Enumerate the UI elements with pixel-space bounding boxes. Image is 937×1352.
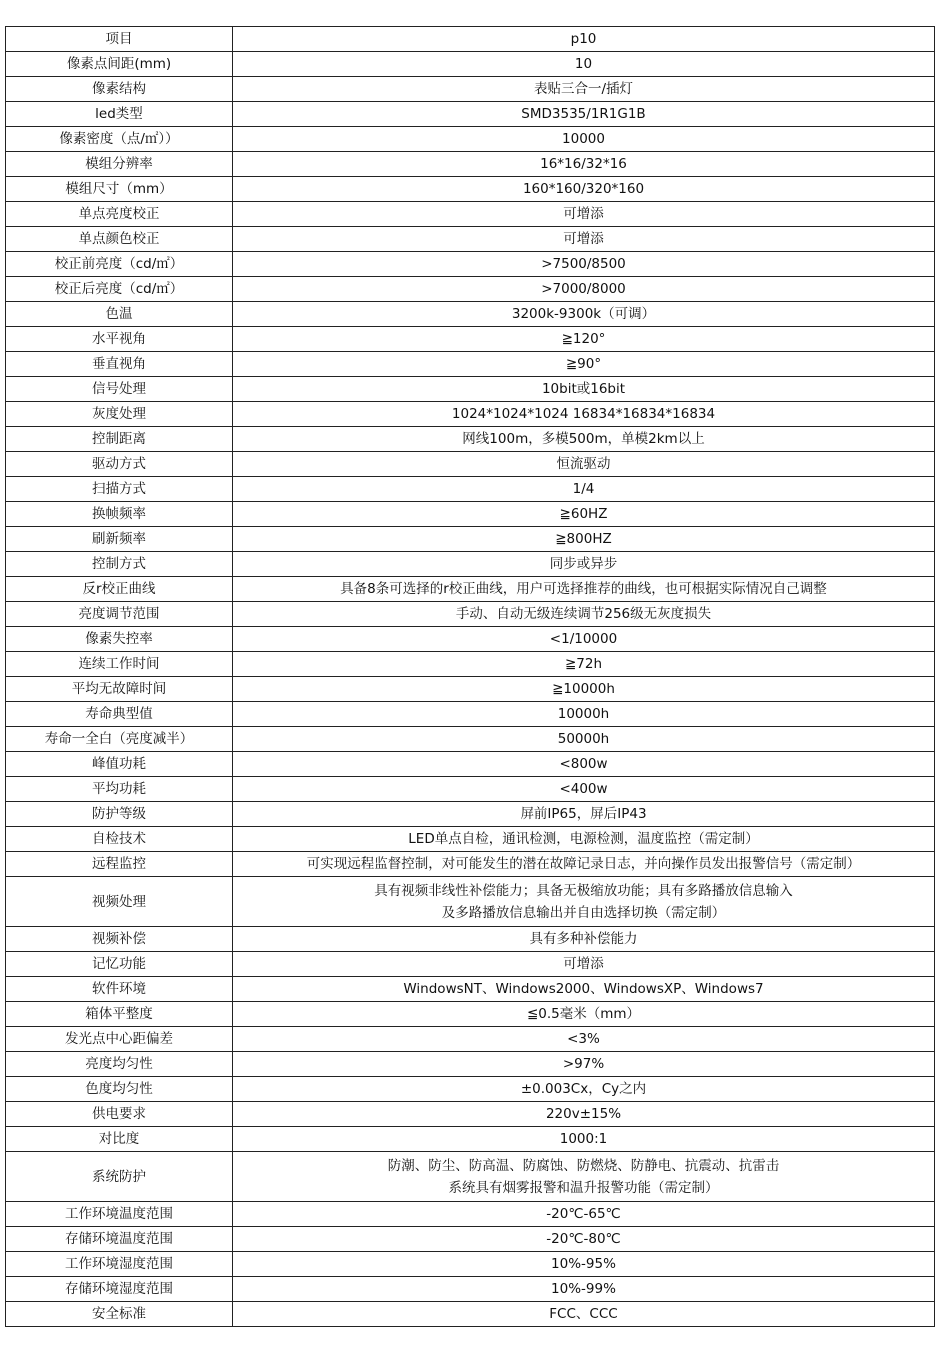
row-label: 自检技术 bbox=[6, 827, 233, 852]
row-label: 视频补偿 bbox=[6, 927, 233, 952]
table-row bbox=[6, 102, 935, 127]
row-value: 160*160/320*160 bbox=[233, 177, 935, 202]
table-row bbox=[6, 202, 935, 227]
row-label: 反r校正曲线 bbox=[6, 577, 233, 602]
row-label: 工作环境温度范围 bbox=[6, 1202, 233, 1227]
row-label: 峰值功耗 bbox=[6, 752, 233, 777]
row-label: 垂直视角 bbox=[6, 352, 233, 377]
row-value: 10 bbox=[233, 52, 935, 77]
row-label: 亮度均匀性 bbox=[6, 1052, 233, 1077]
table-row bbox=[6, 152, 935, 177]
row-label: 连续工作时间 bbox=[6, 652, 233, 677]
table-header-row bbox=[6, 27, 935, 52]
table-row bbox=[6, 252, 935, 277]
row-value: 1024*1024*1024 16834*16834*16834 bbox=[233, 402, 935, 427]
row-label: 水平视角 bbox=[6, 327, 233, 352]
row-label: 存储环境温度范围 bbox=[6, 1227, 233, 1252]
table-row bbox=[6, 627, 935, 652]
row-value-line: 具有视频非线性补偿能力；具备无极缩放功能；具有多路播放信息输入 bbox=[374, 882, 793, 899]
row-value: 220v±15% bbox=[233, 1102, 935, 1127]
row-label: 灰度处理 bbox=[6, 402, 233, 427]
row-value: <3% bbox=[233, 1027, 935, 1052]
table-row bbox=[6, 552, 935, 577]
spec-table-body bbox=[6, 27, 935, 1327]
row-value: 1/4 bbox=[233, 477, 935, 502]
row-value: -20℃-80℃ bbox=[233, 1227, 935, 1252]
row-label: 亮度调节范围 bbox=[6, 602, 233, 627]
row-value: ≧60HZ bbox=[233, 502, 935, 527]
row-value-line: 系统具有烟雾报警和温升报警功能（需定制） bbox=[448, 1179, 719, 1196]
row-label: 模组分辨率 bbox=[6, 152, 233, 177]
row-value: 10000h bbox=[233, 702, 935, 727]
table-row bbox=[6, 127, 935, 152]
row-value: LED单点自检，通讯检测，电源检测，温度监控（需定制） bbox=[233, 827, 935, 852]
row-label: 控制方式 bbox=[6, 552, 233, 577]
table-row bbox=[6, 702, 935, 727]
row-label: 寿命典型值 bbox=[6, 702, 233, 727]
row-value: >97% bbox=[233, 1052, 935, 1077]
row-label: 远程监控 bbox=[6, 852, 233, 877]
table-row bbox=[6, 852, 935, 877]
table-row bbox=[6, 377, 935, 402]
table-row bbox=[6, 1102, 935, 1127]
row-label: 发光点中心距偏差 bbox=[6, 1027, 233, 1052]
row-label: 像素失控率 bbox=[6, 627, 233, 652]
row-label: 平均功耗 bbox=[6, 777, 233, 802]
table-row bbox=[6, 952, 935, 977]
table-row bbox=[6, 277, 935, 302]
row-value: 16*16/32*16 bbox=[233, 152, 935, 177]
row-value: ±0.003Cx，Cy之内 bbox=[233, 1077, 935, 1102]
row-label: 供电要求 bbox=[6, 1102, 233, 1127]
spec-table bbox=[5, 26, 935, 1327]
row-value: 10%-95% bbox=[233, 1252, 935, 1277]
table-row bbox=[6, 1152, 935, 1202]
table-row bbox=[6, 752, 935, 777]
row-value: 屏前IP65，屏后IP43 bbox=[233, 802, 935, 827]
row-label: 防护等级 bbox=[6, 802, 233, 827]
table-row bbox=[6, 1252, 935, 1277]
row-value: 可实现远程监督控制，对可能发生的潜在故障记录日志，并向操作员发出报警信号（需定制） bbox=[233, 852, 935, 877]
table-row bbox=[6, 477, 935, 502]
row-label: 刷新频率 bbox=[6, 527, 233, 552]
row-label: 校正前亮度（cd/㎡） bbox=[6, 252, 233, 277]
row-value: -20℃-65℃ bbox=[233, 1202, 935, 1227]
row-value: 可增添 bbox=[233, 227, 935, 252]
header-value-cell: p10 bbox=[233, 27, 935, 52]
row-value: ≧72h bbox=[233, 652, 935, 677]
row-label: 色度均匀性 bbox=[6, 1077, 233, 1102]
row-value: 具有多种补偿能力 bbox=[233, 927, 935, 952]
table-row bbox=[6, 1002, 935, 1027]
row-value: 10bit或16bit bbox=[233, 377, 935, 402]
table-row bbox=[6, 827, 935, 852]
table-row bbox=[6, 1052, 935, 1077]
row-value: 恒流驱动 bbox=[233, 452, 935, 477]
table-row bbox=[6, 452, 935, 477]
table-row bbox=[6, 227, 935, 252]
table-row bbox=[6, 1277, 935, 1302]
table-row bbox=[6, 302, 935, 327]
row-label: 像素密度（点/㎡）） bbox=[6, 127, 233, 152]
table-row bbox=[6, 802, 935, 827]
row-label: 视频处理 bbox=[6, 877, 233, 927]
table-row bbox=[6, 427, 935, 452]
row-value-line: 及多路播放信息输出并自由选择切换（需定制） bbox=[441, 904, 726, 921]
row-value: SMD3535/1R1G1B bbox=[233, 102, 935, 127]
table-row bbox=[6, 927, 935, 952]
table-row bbox=[6, 502, 935, 527]
table-row bbox=[6, 652, 935, 677]
row-value: 同步或异步 bbox=[233, 552, 935, 577]
row-value: ≧120° bbox=[233, 327, 935, 352]
table-row bbox=[6, 352, 935, 377]
table-row bbox=[6, 1227, 935, 1252]
row-value: 10%-99% bbox=[233, 1277, 935, 1302]
row-value: ≦0.5毫米（mm） bbox=[233, 1002, 935, 1027]
row-label: 单点颜色校正 bbox=[6, 227, 233, 252]
table-row bbox=[6, 177, 935, 202]
row-value: WindowsNT、Windows2000、WindowsXP、Windows7 bbox=[233, 977, 935, 1002]
table-row bbox=[6, 1077, 935, 1102]
table-row bbox=[6, 677, 935, 702]
table-row bbox=[6, 1127, 935, 1152]
row-label: 信号处理 bbox=[6, 377, 233, 402]
row-value: 3200k-9300k（可调） bbox=[233, 302, 935, 327]
table-row bbox=[6, 1027, 935, 1052]
row-value: 可增添 bbox=[233, 952, 935, 977]
row-value: 具备8条可选择的r校正曲线，用户可选择推荐的曲线，也可根据实际情况自己调整 bbox=[233, 577, 935, 602]
table-row bbox=[6, 727, 935, 752]
table-row bbox=[6, 877, 935, 927]
row-value: 网线100m，多模500m，单模2km以上 bbox=[233, 427, 935, 452]
row-label: 驱动方式 bbox=[6, 452, 233, 477]
row-label: 箱体平整度 bbox=[6, 1002, 233, 1027]
table-row bbox=[6, 777, 935, 802]
row-value: 手动、自动无级连续调节256级无灰度损失 bbox=[233, 602, 935, 627]
row-value: >7000/8000 bbox=[233, 277, 935, 302]
row-value bbox=[233, 877, 935, 927]
table-row bbox=[6, 327, 935, 352]
row-value: ≧90° bbox=[233, 352, 935, 377]
row-value: 50000h bbox=[233, 727, 935, 752]
table-row bbox=[6, 602, 935, 627]
table-row bbox=[6, 77, 935, 102]
row-label: 单点亮度校正 bbox=[6, 202, 233, 227]
row-label: 系统防护 bbox=[6, 1152, 233, 1202]
row-value: <800w bbox=[233, 752, 935, 777]
row-label: 像素结构 bbox=[6, 77, 233, 102]
row-label: 记忆功能 bbox=[6, 952, 233, 977]
table-row bbox=[6, 1302, 935, 1327]
row-label: 色温 bbox=[6, 302, 233, 327]
row-label: led类型 bbox=[6, 102, 233, 127]
table-row bbox=[6, 577, 935, 602]
row-value: <1/10000 bbox=[233, 627, 935, 652]
row-label: 校正后亮度（cd/㎡） bbox=[6, 277, 233, 302]
table-row bbox=[6, 402, 935, 427]
row-label: 对比度 bbox=[6, 1127, 233, 1152]
header-item-cell: 项目 bbox=[6, 27, 233, 52]
row-label: 存储环境湿度范围 bbox=[6, 1277, 233, 1302]
row-label: 控制距离 bbox=[6, 427, 233, 452]
row-value bbox=[233, 1152, 935, 1202]
row-label: 模组尺寸（mm） bbox=[6, 177, 233, 202]
row-label: 扫描方式 bbox=[6, 477, 233, 502]
row-value: 1000:1 bbox=[233, 1127, 935, 1152]
row-value: FCC、CCC bbox=[233, 1302, 935, 1327]
row-value: ≧800HZ bbox=[233, 527, 935, 552]
table-row bbox=[6, 527, 935, 552]
table-row bbox=[6, 1202, 935, 1227]
table-row bbox=[6, 52, 935, 77]
row-label: 工作环境湿度范围 bbox=[6, 1252, 233, 1277]
table-row bbox=[6, 977, 935, 1002]
row-label: 像素点间距(mm) bbox=[6, 52, 233, 77]
row-value: <400w bbox=[233, 777, 935, 802]
row-value: >7500/8500 bbox=[233, 252, 935, 277]
row-value: ≧10000h bbox=[233, 677, 935, 702]
row-label: 软件环境 bbox=[6, 977, 233, 1002]
row-value: 10000 bbox=[233, 127, 935, 152]
row-label: 平均无故障时间 bbox=[6, 677, 233, 702]
row-label: 换帧频率 bbox=[6, 502, 233, 527]
row-label: 寿命一全白（亮度减半） bbox=[6, 727, 233, 752]
row-label: 安全标准 bbox=[6, 1302, 233, 1327]
row-value: 表贴三合一/插灯 bbox=[233, 77, 935, 102]
row-value-line: 防潮、防尘、防高温、防腐蚀、防燃烧、防静电、抗震动、抗雷击 bbox=[387, 1157, 780, 1174]
row-value: 可增添 bbox=[233, 202, 935, 227]
